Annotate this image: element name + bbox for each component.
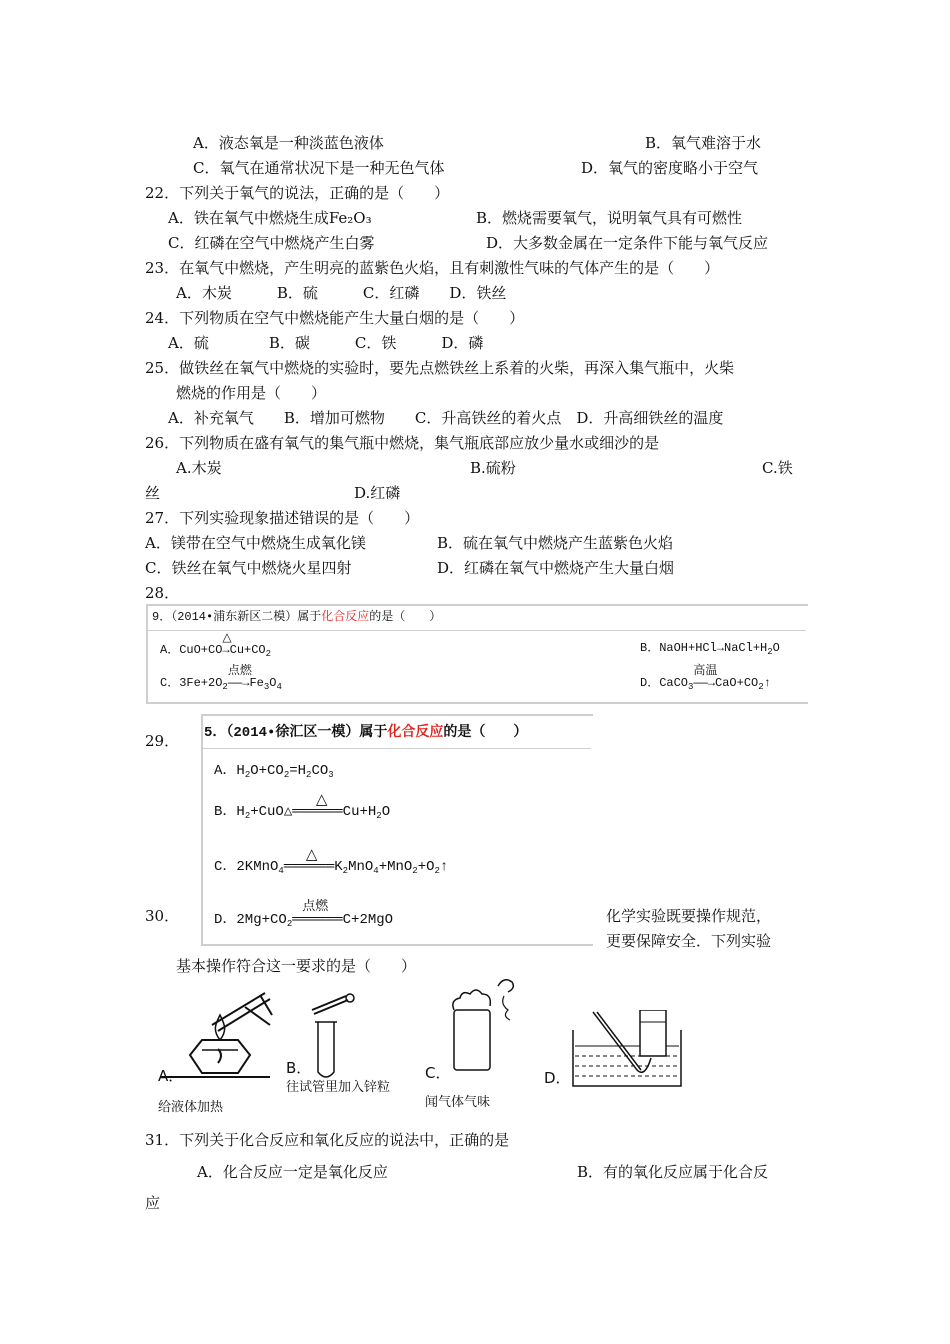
q22-option-c: C．红磷在空气中燃烧产生白雾 (168, 234, 375, 252)
q30-caption-b: 往试管里加入锌粒 (286, 1080, 391, 1095)
q23-options: A．木炭 B．硫 C．红磷 D．铁丝 (176, 284, 507, 302)
q29-divider (203, 748, 591, 749)
q26-option-a: A.木炭 (176, 459, 222, 477)
q24-stem: 24．下列物质在空气中燃烧能产生大量白烟的是（ ） (145, 309, 525, 327)
q25-stem-line2: 燃烧的作用是（ ） (176, 384, 327, 402)
q28-d-condition: 高温 (693, 663, 718, 677)
q21-option-a: A．液态氧是一种淡蓝色液体 (193, 134, 384, 152)
q27-option-c: C．铁丝在氧气中燃烧火星四射 (145, 559, 352, 577)
q24-options: A．硫 B．碳 C．铁 D．磷 (168, 334, 484, 352)
q30-label-c: C． (425, 1064, 451, 1082)
q28-c-label: C．3Fe+2O (160, 676, 223, 690)
q28-c-condition: 点燃 (227, 663, 252, 677)
q30-label-d: D． (544, 1069, 571, 1087)
q22-option-b: B．燃烧需要氧气，说明氧气具有可燃性 (476, 209, 743, 227)
q29-heading (204, 723, 527, 743)
q28-option-a: A．CuO+CO △ $\to Cu+CO_2$ (160, 640, 271, 664)
q26-option-d: D.红磷 (354, 484, 401, 502)
q28-heading-prefix: 9．（2014•浦东新区二模）属于 (152, 610, 322, 624)
q21-option-b: B．氧气难溶于水 (645, 134, 762, 152)
q28-heading-suffix: 的是（ ） (369, 610, 442, 624)
q28-d-tail: ↑ (763, 676, 771, 690)
q28-d-label: D．CaCO (640, 676, 689, 690)
q29-highlight: 化合反应 (387, 725, 444, 741)
figure-d-water-trough (565, 1010, 690, 1090)
q29-option-a: A．$H_2O+CO_2=H_2CO_3$ (214, 763, 334, 780)
q30-caption-c: 闻气体气味 (425, 1095, 491, 1110)
q21-option-c: C．氧气在通常状况下是一种无色气体 (193, 159, 445, 177)
q29-option-d: D．$2Mg+CO_2$ 点燃 ══════C+2MgO (214, 899, 394, 929)
q28-divider (148, 630, 806, 631)
q29-option-c: C．2KMnO$_4$ △ $══════K_2MnO_4+MnO_2+O_2↑$ (214, 845, 449, 876)
q26-stem: 26．下列物质在盛有氧气的集气瓶中燃烧，集气瓶底部应放少量水或细沙的是 (145, 434, 660, 452)
q31-stem: 31．下列关于化合反应和氧化反应的说法中，正确的是 (145, 1131, 510, 1149)
q28-a-label: A．CuO+CO (160, 643, 223, 657)
q31-option-b: B．有的氧化反应属于化合反 (577, 1163, 769, 1181)
q25-options: A．补充氧气 B．增加可燃物 C．升高铁丝的着火点 D．升高细铁丝的温度 (168, 409, 724, 427)
q28-a-condition: △ (222, 630, 232, 644)
figure-c-gas-jar (440, 968, 530, 1078)
q28-b-tail: O (772, 641, 780, 655)
q29-d-label: D．2Mg+CO (214, 912, 287, 928)
q22-option-d: D．大多数金属在一定条件下能与氧气反应 (486, 234, 769, 252)
q30-stem-right-line1: 化学实验既要操作规范， (606, 907, 772, 925)
q31-option-b-wrap: 应 (145, 1194, 161, 1212)
q28-option-d: D．CaCO$_3$ 高温 $——\to CaO+CO_2↑$ (640, 673, 771, 697)
q28-a-products: Cu+CO (229, 643, 266, 657)
q29-number: 29． (145, 732, 180, 750)
q27-option-a: A．镁带在空气中燃烧生成氧化镁 (145, 534, 366, 552)
q28-number: 28． (145, 584, 180, 602)
q26-option-c: C.铁 (762, 459, 793, 477)
q29-option-b: B．$H_2+CuO$ △ $\triangle══════Cu+H_2O$ (214, 790, 391, 821)
q30-stem-right-line2: 更要保障安全．下列实验 (606, 932, 772, 950)
q22-option-a: A．铁在氧气中燃烧生成Fe₂O₃ (168, 209, 372, 227)
q28-c-products: Fe (249, 676, 264, 690)
q21-option-d: D．氧气的密度略小于空气 (581, 159, 759, 177)
q28-b-equation: B．NaOH+HCl→NaCl+H (640, 641, 768, 655)
q29-b-label: B．H (214, 804, 245, 820)
q27-stem: 27．下列实验现象描述错误的是（ ） (145, 509, 420, 527)
q25-stem-line1: 25．做铁丝在氧气中燃烧的实验时，要先点燃铁丝上系着的火柴，再深入集气瓶中，火柴 (145, 359, 735, 377)
q29-heading-suffix: 的是（ ） (443, 725, 528, 741)
q30-label-b: B． (286, 1059, 312, 1077)
q28-option-c: C．$3Fe+2O_2$ 点燃 $——\to Fe_3O_4$ (160, 673, 282, 697)
q27-option-d: D．红磷在氧气中燃烧产生大量白烟 (437, 559, 675, 577)
q26-option-c-wrap: 丝 (145, 484, 161, 502)
q26-option-b: B.硫粉 (470, 459, 516, 477)
q28-heading (152, 607, 441, 627)
q23-stem: 23．在氧气中燃烧，产生明亮的蓝紫色火焰，且有刺激性气味的气体产生的是（ ） (145, 259, 720, 277)
q30-number: 30． (145, 907, 180, 925)
q30-stem-continued: 基本操作符合这一要求的是（ ） (176, 957, 417, 975)
q28-d-products: CaO+CO (715, 676, 759, 690)
q28-highlight: 化合反应 (321, 610, 370, 624)
q30-caption-a: 给液体加热 (158, 1100, 224, 1115)
q28-option-b: B．$NaOH+HCl\to NaCl+H_2O$ (640, 641, 780, 657)
q30-label-a: A． (158, 1067, 184, 1085)
q27-option-b: B．硫在氧气中燃烧产生蓝紫色火焰 (437, 534, 674, 552)
q29-c-label: C．2KMnO (214, 859, 279, 875)
q22-stem: 22．下列关于氧气的说法，正确的是（ ） (145, 184, 450, 202)
q29-heading-prefix: 5．（2014•徐汇区一模）属于 (204, 725, 388, 741)
q31-option-a: A．化合反应一定是氧化反应 (197, 1163, 388, 1181)
q29-a-label: A．H (214, 763, 245, 779)
